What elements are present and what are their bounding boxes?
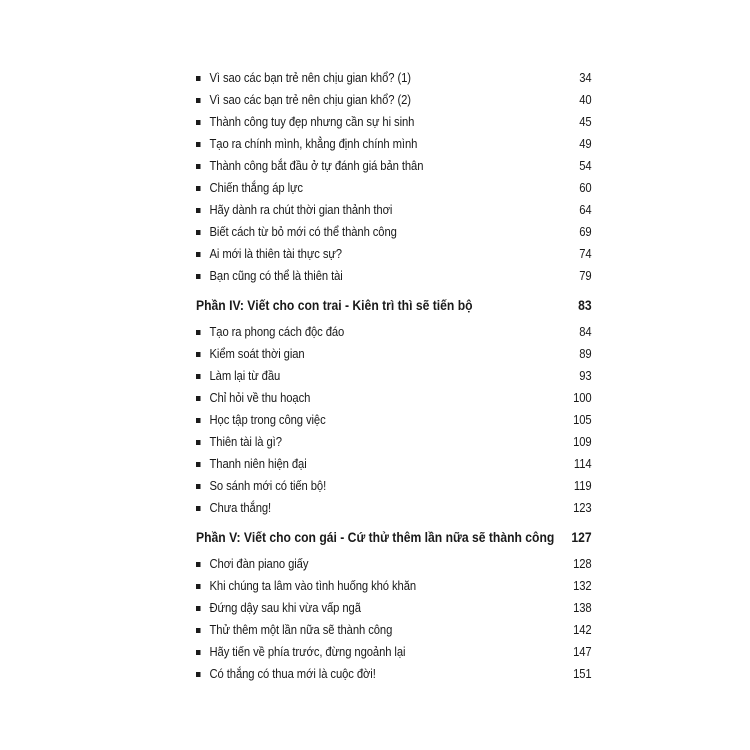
- section-page-number: 127: [571, 529, 592, 545]
- square-bullet-icon: [196, 252, 201, 257]
- square-bullet-icon: [196, 650, 201, 655]
- entry-page-number: 49: [579, 137, 592, 151]
- entry-title: Học tập trong công việc: [209, 413, 326, 427]
- entry-page-number: 79: [579, 269, 592, 283]
- square-bullet-icon: [196, 418, 201, 423]
- entry-title: Thanh niên hiện đại: [209, 457, 307, 471]
- section-page-number: 83: [578, 297, 592, 313]
- entry-title: Thành công bắt đầu ở tự đánh giá bản thân: [209, 159, 424, 173]
- entry-page-number: 138: [573, 601, 592, 615]
- square-bullet-icon: [196, 628, 201, 633]
- toc-entry: [196, 575, 592, 597]
- toc-entry: [196, 597, 592, 619]
- entry-title: Bạn cũng có thể là thiên tài: [209, 269, 343, 283]
- toc-entry: [196, 553, 592, 575]
- toc-entry: [196, 453, 592, 475]
- section-heading: [196, 525, 592, 549]
- entry-title: Chiến thắng áp lực: [209, 181, 303, 195]
- entry-page-number: 54: [579, 159, 592, 173]
- entry-page-number: 45: [579, 115, 592, 129]
- toc-entry: [196, 475, 592, 497]
- toc-entry: [196, 177, 592, 199]
- toc-entry: [196, 321, 592, 343]
- entry-title: Đứng dậy sau khi vừa vấp ngã: [209, 601, 361, 615]
- toc-entry: [196, 343, 592, 365]
- toc-entry: [196, 155, 592, 177]
- entry-page-number: 119: [573, 479, 592, 493]
- entry-title: So sánh mới có tiến bộ!: [209, 479, 327, 493]
- entry-title: Khi chúng ta lâm vào tình huống khó khăn: [209, 579, 417, 593]
- entry-title: Vì sao các bạn trẻ nên chịu gian khổ? (1): [209, 71, 411, 85]
- entry-page-number: 114: [573, 457, 592, 471]
- section-heading: [196, 293, 592, 317]
- entry-page-number: 123: [573, 501, 592, 515]
- square-bullet-icon: [196, 440, 201, 445]
- square-bullet-icon: [196, 230, 201, 235]
- square-bullet-icon: [196, 462, 201, 467]
- entry-title: Vì sao các bạn trẻ nên chịu gian khổ? (2): [209, 93, 411, 107]
- square-bullet-icon: [196, 274, 201, 279]
- toc-entry: [196, 67, 592, 89]
- square-bullet-icon: [196, 208, 201, 213]
- toc-entry: [196, 431, 592, 453]
- square-bullet-icon: [196, 374, 201, 379]
- entry-page-number: 74: [579, 247, 592, 261]
- entry-page-number: 69: [579, 225, 592, 239]
- entry-page-number: 151: [573, 667, 592, 681]
- entry-page-number: 132: [573, 579, 592, 593]
- toc-entry: [196, 387, 592, 409]
- entry-title: Có thắng có thua mới là cuộc đời!: [209, 667, 376, 681]
- square-bullet-icon: [196, 330, 201, 335]
- toc-entry: [196, 641, 592, 663]
- entry-page-number: 93: [579, 369, 592, 383]
- section-title: Phần V: Viết cho con gái - Cứ thử thêm lần nữa sẽ thành công: [196, 529, 555, 545]
- toc-entry: [196, 111, 592, 133]
- toc-entry: [196, 221, 592, 243]
- entry-title: Tạo ra chính mình, khẳng định chính mình: [209, 137, 418, 151]
- entry-title: Chơi đàn piano giấy: [209, 557, 309, 571]
- entry-title: Chưa thắng!: [209, 501, 272, 515]
- entry-page-number: 128: [573, 557, 592, 571]
- square-bullet-icon: [196, 672, 201, 677]
- entry-page-number: 34: [579, 71, 592, 85]
- entry-page-number: 109: [573, 435, 592, 449]
- entry-page-number: 105: [573, 413, 592, 427]
- square-bullet-icon: [196, 506, 201, 511]
- toc-entry: [196, 265, 592, 287]
- square-bullet-icon: [196, 584, 201, 589]
- entry-title: Chỉ hỏi về thu hoạch: [209, 391, 311, 405]
- entry-title: Thử thêm một lần nữa sẽ thành công: [209, 623, 393, 637]
- toc-entry: [196, 133, 592, 155]
- entry-page-number: 40: [579, 93, 592, 107]
- square-bullet-icon: [196, 606, 201, 611]
- toc-entry: [196, 199, 592, 221]
- toc-entry: [196, 619, 592, 641]
- square-bullet-icon: [196, 186, 201, 191]
- section-title: Phần IV: Viết cho con trai - Kiên trì thì sẽ tiến bộ: [196, 297, 473, 313]
- toc-entry: [196, 497, 592, 519]
- entry-page-number: 147: [573, 645, 592, 659]
- toc-entry: [196, 409, 592, 431]
- square-bullet-icon: [196, 396, 201, 401]
- entry-page-number: 89: [579, 347, 592, 361]
- toc-entry: [196, 89, 592, 111]
- entry-page-number: 84: [579, 325, 592, 339]
- square-bullet-icon: [196, 98, 201, 103]
- entry-title: Làm lại từ đầu: [209, 369, 281, 383]
- toc-entry: [196, 243, 592, 265]
- entry-title: Thành công tuy đẹp nhưng cần sự hi sinh: [209, 115, 415, 129]
- entry-title: Hãy dành ra chút thời gian thảnh thơi: [209, 203, 393, 217]
- entry-title: Hãy tiến về phía trước, đừng ngoảnh lại: [209, 645, 406, 659]
- square-bullet-icon: [196, 76, 201, 81]
- toc-entry: [196, 365, 592, 387]
- entry-title: Thiên tài là gì?: [209, 435, 282, 449]
- square-bullet-icon: [196, 142, 201, 147]
- square-bullet-icon: [196, 484, 201, 489]
- square-bullet-icon: [196, 164, 201, 169]
- entry-title: Kiểm soát thời gian: [209, 347, 305, 361]
- entry-page-number: 64: [579, 203, 592, 217]
- entry-title: Biết cách từ bỏ mới có thể thành công: [209, 225, 397, 239]
- entry-page-number: 100: [573, 391, 592, 405]
- entry-page-number: 142: [573, 623, 592, 637]
- toc-entry: [196, 663, 592, 685]
- square-bullet-icon: [196, 352, 201, 357]
- square-bullet-icon: [196, 120, 201, 125]
- entry-title: Tạo ra phong cách độc đáo: [209, 325, 345, 339]
- square-bullet-icon: [196, 562, 201, 567]
- entry-title: Ai mới là thiên tài thực sự?: [209, 247, 342, 261]
- table-of-contents: [196, 67, 592, 685]
- entry-page-number: 60: [579, 181, 592, 195]
